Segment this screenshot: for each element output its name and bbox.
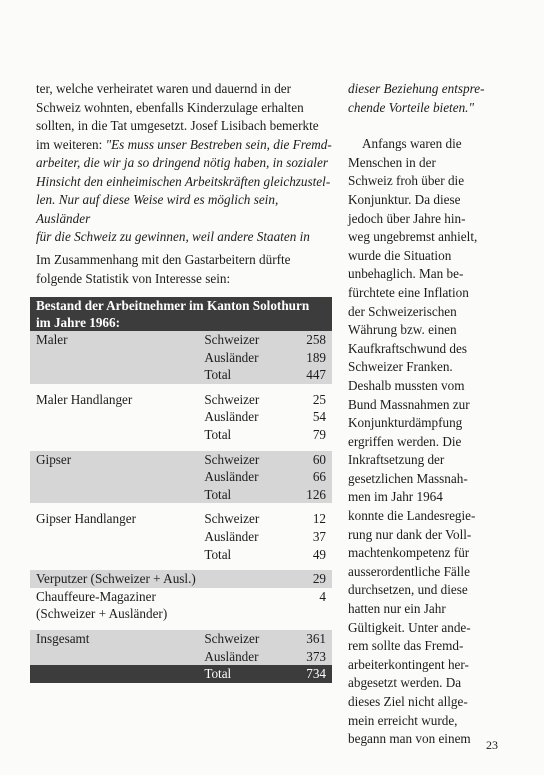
text-line: Kaufkraftschwund des	[348, 340, 468, 356]
quote-text: arbeiter, die wir ja so dringend nötig haben, in sozialer	[36, 155, 328, 170]
text-line: jedoch über Jahre hin-	[348, 210, 466, 226]
text-line: ter, welche verheiratet waren und dauernd in der	[36, 81, 292, 96]
quote-text: für die Schweiz zu gewinnen, weil andere Staaten in	[36, 229, 310, 244]
category-label: Verputzer (Schweizer + Ausl.)	[30, 570, 286, 588]
nationality-label: Ausländer	[198, 468, 285, 486]
category-label: Gipser	[30, 451, 198, 469]
text-line: dieses Ziel nicht allge-	[348, 694, 468, 709]
text-line: Anfangs waren die	[362, 136, 462, 152]
count-value: 373	[286, 648, 332, 666]
text-line: Im Zusammenhang mit den Gastarbeitern dürfte	[36, 252, 291, 267]
text-line: Währung bzw. einen	[348, 322, 457, 338]
nationality-label: Schweizer	[198, 451, 285, 469]
quote-fragment: "Es muss unser Bestreben sein, die Fremd-	[105, 136, 332, 152]
table-row	[30, 331, 332, 349]
text-line: sollten, in die Tat umgesetzt. Josef Lisibach bemerkte	[36, 118, 319, 133]
table-row	[30, 528, 332, 546]
text-line: Deshalb mussten vom	[348, 377, 465, 393]
text-line: machtenkompetenz für	[348, 545, 470, 561]
quote-line: dieser Beziehung entspre-	[348, 81, 485, 96]
count-value: 126	[286, 486, 332, 504]
nationality-label: Total	[198, 665, 285, 683]
count-value: 361	[286, 630, 332, 648]
table-row	[30, 486, 332, 504]
table-intro	[36, 251, 332, 288]
table-row	[30, 648, 332, 666]
text-fragment: im weiteren:	[36, 136, 106, 152]
text-line: der Schweizerischen	[348, 303, 457, 319]
count-value: 49	[312, 546, 326, 562]
quote-line: chende Vorteile bieten."	[348, 99, 475, 115]
text-line: Schweiz wohnten, ebenfalls Kinderzulage erhalten	[36, 99, 304, 115]
category-label: (Schweizer + Ausländer)	[36, 606, 168, 622]
count-value: 4	[319, 588, 326, 604]
text-line: mein erreicht wurde,	[348, 712, 458, 728]
text-line: durchsetzen, und diese	[348, 582, 468, 598]
main-paragraph	[36, 80, 332, 247]
count-value: 25	[312, 391, 326, 407]
text-line: unbehaglich. Man be-	[348, 266, 464, 282]
table-row	[30, 468, 332, 486]
count-value: 447	[286, 366, 332, 384]
nationality-label: Schweizer	[198, 630, 285, 648]
nationality-label: Total	[204, 546, 232, 562]
table-row	[30, 391, 332, 409]
nationality-label: Schweizer	[204, 391, 260, 407]
table-row	[30, 605, 332, 623]
quote-line	[36, 173, 332, 192]
text-line: fürchtete eine Inflation	[348, 284, 469, 300]
text-line: rem sollte das Fremd-	[348, 638, 464, 654]
quote-line	[36, 154, 332, 173]
quote-line	[36, 228, 332, 247]
nationality-label: Total	[198, 486, 285, 504]
count-value: 29	[286, 570, 332, 588]
text-line: Konjunkturdämpfung	[348, 415, 463, 431]
text-line: hatten nur ein Jahr	[348, 601, 446, 617]
table-header	[30, 297, 332, 331]
text-line: abgesetzt werden. Da	[348, 675, 462, 691]
category-label: Chauffeure-Magaziner	[36, 588, 156, 604]
text-line: men im Jahr 1964	[348, 489, 443, 505]
nationality-label: Ausländer	[204, 528, 259, 544]
text-line: wurde die Situation	[348, 247, 452, 263]
count-value: 37	[312, 528, 326, 544]
category-label: Gipser Handlanger	[36, 511, 136, 527]
text-line: folgende Statistik von Interesse sein:	[36, 270, 231, 286]
text-line: rung nur dank der Voll-	[348, 526, 472, 542]
quote-text: len. Nur auf diese Weise wird es möglich sein, Ausländer	[36, 192, 279, 226]
category-label: Insgesamt	[30, 630, 198, 648]
text-line: weg ungebremst anhielt,	[348, 229, 478, 245]
count-value: 258	[286, 331, 332, 349]
count-value: 79	[312, 426, 326, 442]
table-row	[30, 426, 332, 444]
table-row	[30, 349, 332, 367]
nationality-label: Total	[204, 426, 232, 442]
count-value: 12	[312, 511, 326, 527]
nationality-label: Ausländer	[198, 349, 285, 367]
text-line: Menschen in der	[348, 154, 436, 170]
text-line: begann man von einem	[348, 731, 471, 747]
text-line: konnte die Landesregie-	[348, 508, 476, 524]
count-value: 54	[312, 409, 326, 425]
count-value: 734	[286, 665, 332, 683]
page-number: 23	[486, 738, 498, 752]
text-line: Gültigkeit. Unter ande-	[348, 619, 471, 635]
statistics-table	[30, 297, 332, 683]
table-row	[30, 451, 332, 469]
text-line: Schweiz froh über die	[348, 173, 465, 189]
table-title	[30, 297, 332, 331]
quote-text: Hinsicht den einheimischen Arbeitskräften gleichzustel-	[36, 173, 331, 189]
text-line	[36, 136, 332, 155]
nationality-label: Schweizer	[204, 511, 260, 527]
table-row	[30, 630, 332, 648]
count-value: 66	[286, 468, 332, 486]
table-footer-row	[30, 665, 332, 683]
text-line: ergriffen werden. Die	[348, 433, 462, 449]
table-row	[30, 366, 332, 384]
text-line: Konjunktur. Da diese	[348, 191, 461, 207]
table-row	[30, 588, 332, 606]
nationality-label: Ausländer	[198, 648, 285, 666]
text-line: arbeiterkontingent her-	[348, 656, 469, 672]
table-title-line: Bestand der Arbeitnehmer im Kanton Solothurn	[36, 298, 310, 313]
text-line: Schweizer Franken.	[348, 359, 453, 375]
text-line: Inkraftsetzung der	[348, 452, 445, 468]
category-label: Maler Handlanger	[36, 391, 133, 407]
table-row	[30, 570, 332, 588]
text-line: gesetzlichen Massnah-	[348, 470, 468, 486]
count-value: 189	[286, 349, 332, 367]
nationality-label: Total	[198, 366, 285, 384]
table-row	[30, 546, 332, 564]
nationality-label: Schweizer	[198, 331, 285, 349]
table-title-line: im Jahre 1966:	[36, 315, 120, 330]
text-line: Bund Massnahmen zur	[348, 396, 470, 412]
nationality-label: Ausländer	[204, 409, 259, 425]
text-line: ausserordentliche Fälle	[348, 563, 470, 579]
quote-line	[36, 191, 332, 228]
side-body-text	[348, 135, 498, 749]
table-row	[30, 408, 332, 426]
count-value: 60	[286, 451, 332, 469]
category-label: Maler	[30, 331, 198, 349]
side-column	[348, 80, 498, 749]
table-row	[30, 510, 332, 528]
